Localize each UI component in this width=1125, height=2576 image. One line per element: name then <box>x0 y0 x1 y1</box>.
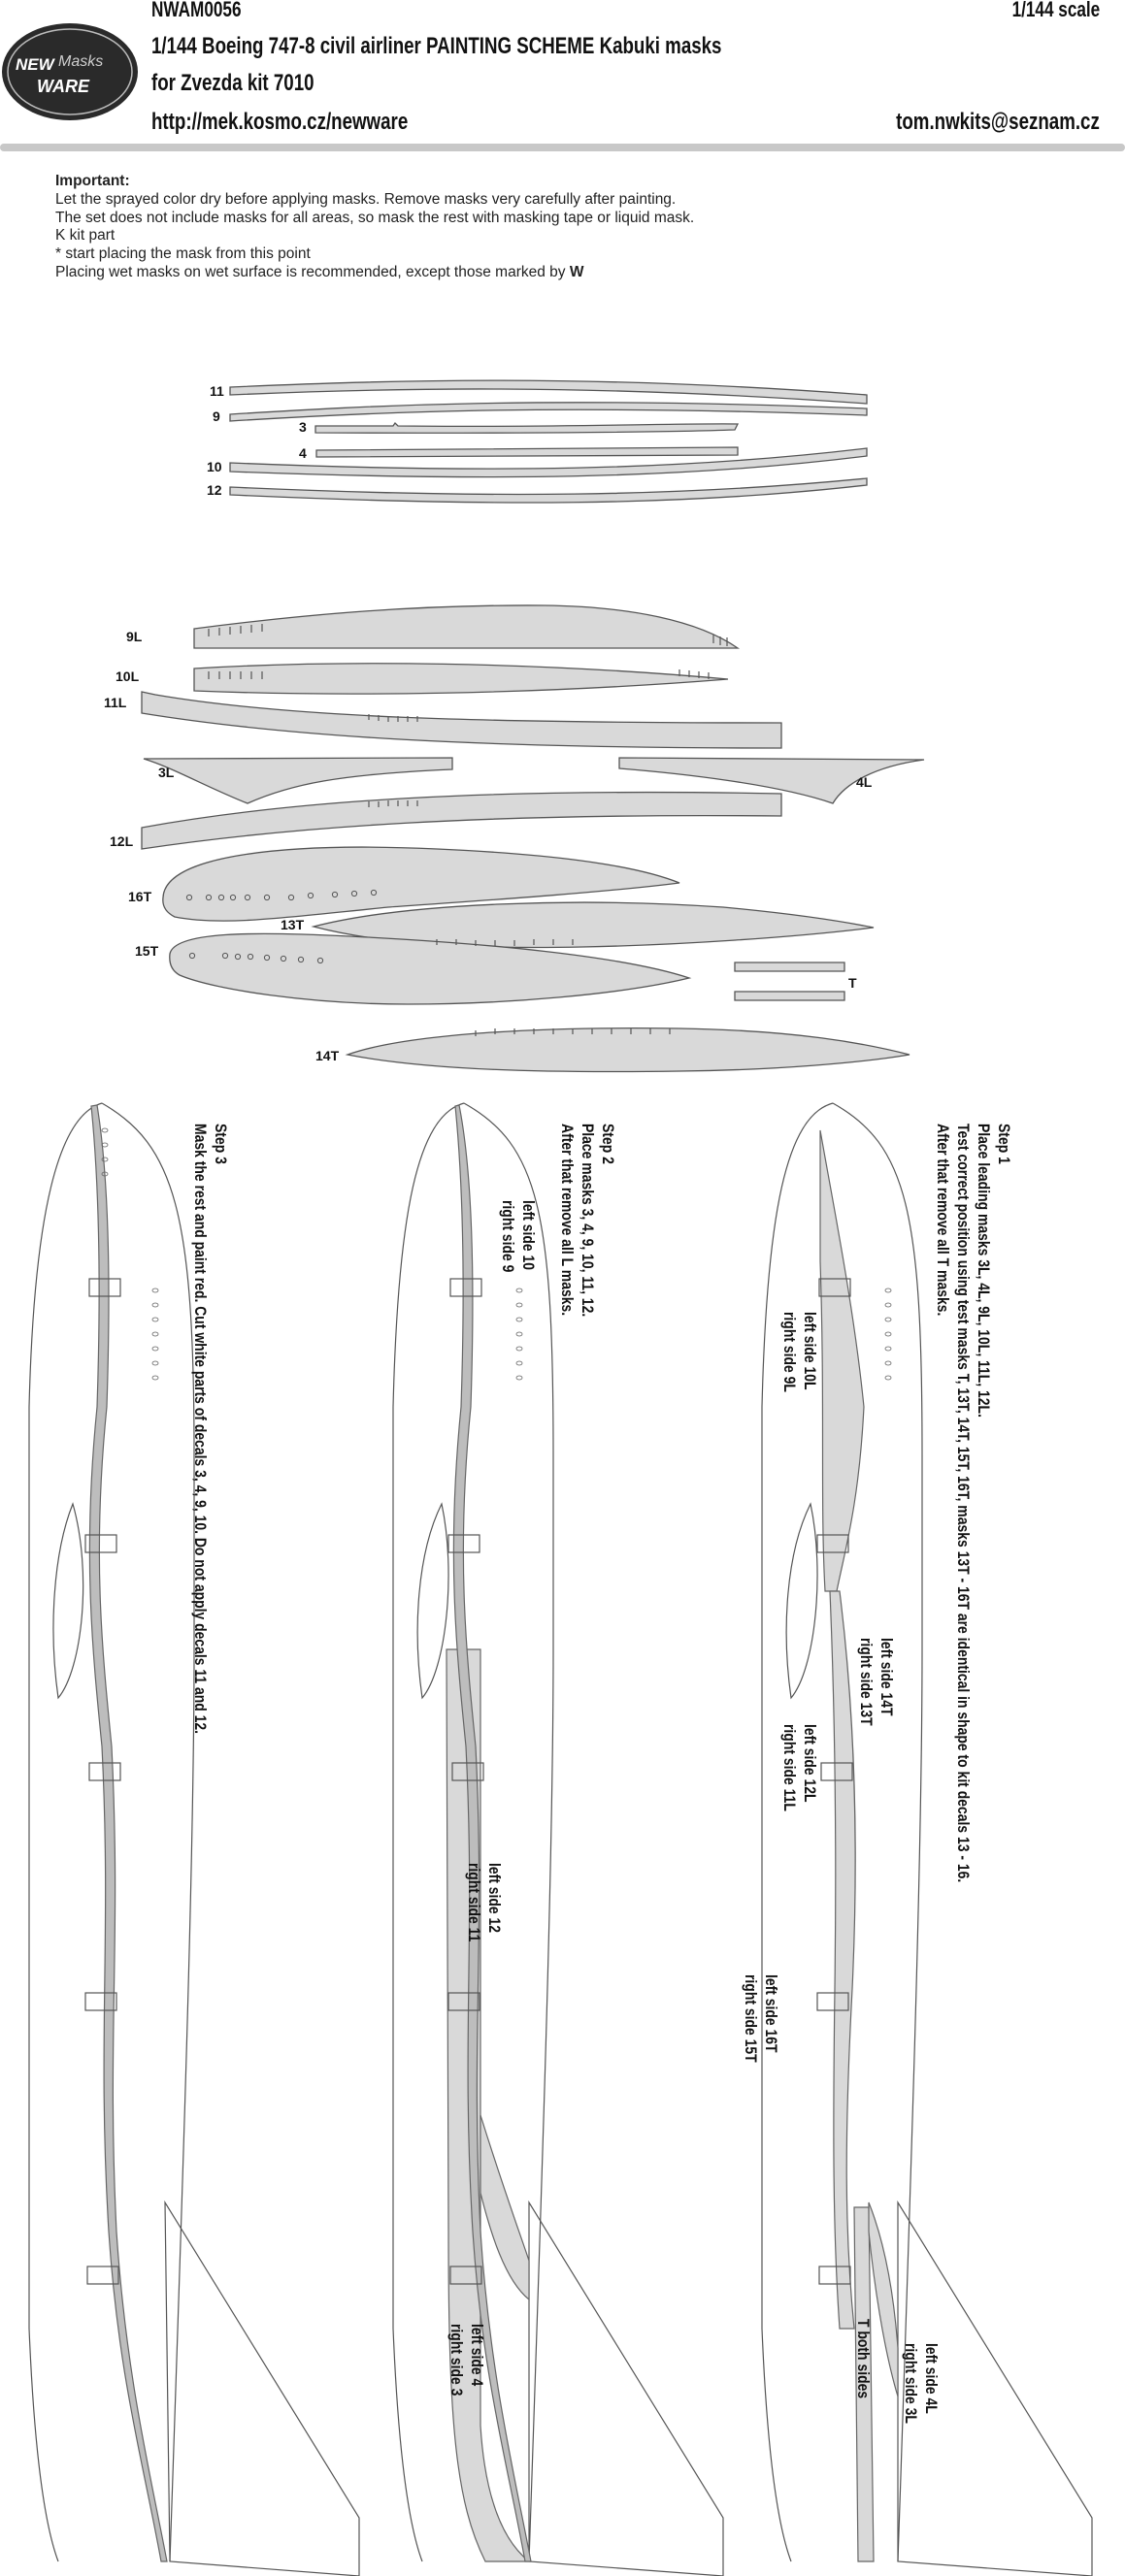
mask-12 <box>230 478 867 503</box>
note-line: Placing wet masks on wet surface is recommended, except those marked by W <box>55 263 584 280</box>
step2-title: Step 2 <box>599 1124 617 1164</box>
mask-4 <box>316 447 738 457</box>
label-mask-12: 12 <box>207 482 222 498</box>
mask-T-2 <box>735 992 844 1000</box>
step2-text <box>557 1124 618 1359</box>
mask-14T <box>347 1028 910 1072</box>
note-line: The set does not include masks for all areas, so mask the rest with masking tape or liquid mask. <box>55 209 695 226</box>
step3-title: Step 3 <box>212 1124 230 1164</box>
mask-11 <box>230 380 867 404</box>
label-mask-9L: 9L <box>126 629 143 644</box>
label-mask-T: T <box>848 975 857 991</box>
step2-callout-2: left side 12 right side 11 <box>465 1863 504 1942</box>
step2-callout-1: left side 10 right side 9 <box>499 1200 538 1273</box>
page-subtitle: for Zvezda kit 7010 <box>151 70 314 96</box>
step2-line: After that remove all L masks. <box>558 1124 577 1317</box>
logo-ware-text: WARE <box>37 77 89 96</box>
product-code: NWAM0056 <box>151 0 242 21</box>
label-mask-9: 9 <box>213 408 220 424</box>
label-mask-12L: 12L <box>110 833 134 849</box>
mask-12L <box>142 793 781 849</box>
step1-callout-5: T both sides <box>854 2319 873 2399</box>
mask-T-1 <box>735 962 844 971</box>
mask-9 <box>230 403 867 421</box>
mask-9L <box>194 605 738 648</box>
label-mask-3L: 3L <box>158 765 175 780</box>
scale-label: 1/144 scale <box>1011 0 1100 21</box>
mask-3L <box>144 758 452 803</box>
step3-line: Mask the rest and paint red. Cut white parts of decals 3, 4, 9, 10. Do not apply decals 11 and 12. <box>191 1124 210 1735</box>
step2-callout-3: left side 4 right side 3 <box>447 2324 486 2397</box>
step1-callout-2: left side 14T right side 13T <box>857 1638 896 1726</box>
note-line: * start placing the mask from this point <box>55 245 311 263</box>
mask-11L <box>142 692 781 748</box>
step1-callout-1: left side 10L right side 9L <box>780 1312 819 1392</box>
label-mask-10L: 10L <box>116 668 140 684</box>
label-mask-11: 11 <box>210 383 224 399</box>
step1-line: Test correct position using test masks T, 13T, 14T, 15T, 16T, masks 13T - 16T are identical in shape to kit decals 13 - 16. <box>954 1124 973 1883</box>
label-mask-3: 3 <box>299 419 307 435</box>
step3-text <box>190 1124 231 1868</box>
wet-mark: W <box>569 263 584 280</box>
note-line: K kit part <box>55 227 116 245</box>
label-mask-15T: 15T <box>135 943 159 959</box>
step1-callout-4: left side 16T right side 15T <box>742 1974 780 2063</box>
website-link[interactable]: http://mek.kosmo.cz/newware <box>151 109 409 135</box>
step2-line: Place masks 3, 4, 9, 10, 11, 12. <box>579 1124 597 1318</box>
label-mask-16T: 16T <box>128 889 152 904</box>
notes-title: Important: <box>55 173 130 189</box>
step1-text <box>933 1124 1014 2049</box>
step1-line: Place leading masks 3L, 4L, 9L, 10L, 11L, 12L. <box>975 1124 993 1418</box>
logo-new-text: NEW <box>16 55 54 74</box>
label-mask-11L: 11L <box>104 695 127 710</box>
label-mask-4L: 4L <box>856 774 873 790</box>
email-link[interactable]: tom.nwkits@seznam.cz <box>896 109 1100 135</box>
step1-callout-3: left side 12L right side 11L <box>780 1724 819 1811</box>
step1-line: After that remove all T masks. <box>934 1124 952 1317</box>
label-mask-10: 10 <box>207 459 222 474</box>
label-mask-4: 4 <box>299 445 307 461</box>
step1-callout-6: left side 4L right side 3L <box>902 2343 941 2424</box>
page-title: 1/144 Boeing 747-8 civil airliner PAINTING SCHEME Kabuki masks <box>151 33 722 59</box>
mask-10L <box>194 664 728 694</box>
mask-3 <box>315 423 738 433</box>
kit-part-mark: K <box>55 227 66 245</box>
label-mask-14T: 14T <box>315 1048 340 1063</box>
note-line: Let the sprayed color dry before applying masks. Remove masks very carefully after painting. <box>55 190 677 208</box>
logo-masks-text: Masks <box>58 53 104 70</box>
label-mask-13T: 13T <box>281 917 305 932</box>
step1-title: Step 1 <box>995 1124 1013 1164</box>
